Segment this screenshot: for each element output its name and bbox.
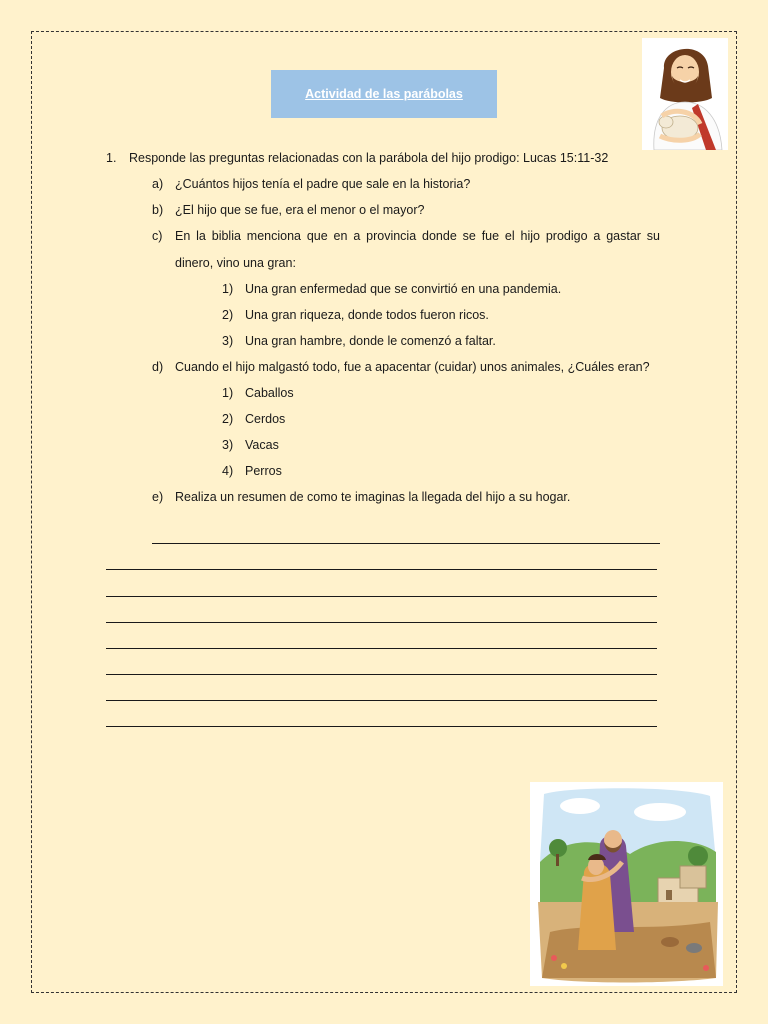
option-c1-marker: 1): [222, 282, 234, 296]
option-c2-text: Una gran riqueza, donde todos fueron ricos.: [245, 308, 489, 322]
item-b-text: ¿El hijo que se fue, era el menor o el mayor?: [175, 203, 425, 217]
option-d3-text: Vacas: [245, 438, 279, 452]
item-a-text: ¿Cuántos hijos tenía el padre que sale en la historia?: [175, 177, 471, 191]
answer-line[interactable]: [106, 726, 657, 727]
title-banner: [271, 70, 497, 118]
item-c-text-line1: En la biblia menciona que en a provincia donde se fue el hijo prodigo a gastar su: [175, 229, 660, 243]
answer-line[interactable]: [106, 622, 657, 623]
option-d4-marker: 4): [222, 464, 234, 478]
option-c3-marker: 3): [222, 334, 234, 348]
page-title: Actividad de las parábolas: [305, 87, 463, 101]
answer-line[interactable]: [106, 596, 657, 597]
item-e-marker: e): [152, 490, 164, 504]
answer-line[interactable]: [106, 569, 657, 570]
option-d1-marker: 1): [222, 386, 234, 400]
item-e-text: Realiza un resumen de como te imaginas la llegada del hijo a su hogar.: [175, 490, 571, 504]
jesus-holding-lamb-illustration: [642, 38, 728, 150]
item-d-marker: d): [152, 360, 164, 374]
option-d2-marker: 2): [222, 412, 234, 426]
item-c-marker: c): [152, 229, 163, 243]
item-a-marker: a): [152, 177, 164, 191]
item-c-text-line2: dinero, vino una gran:: [175, 256, 296, 270]
father-embracing-son-illustration: [530, 782, 723, 986]
answer-line[interactable]: [106, 674, 657, 675]
answer-line[interactable]: [106, 648, 657, 649]
option-d4-text: Perros: [245, 464, 282, 478]
option-c3-text: Una gran hambre, donde le comenzó a faltar.: [245, 334, 496, 348]
option-c2-marker: 2): [222, 308, 234, 322]
item-b-marker: b): [152, 203, 164, 217]
option-d2-text: Cerdos: [245, 412, 286, 426]
question-number: 1.: [106, 151, 117, 165]
item-d-text: Cuando el hijo malgastó todo, fue a apacentar (cuidar) unos animales, ¿Cuáles eran?: [175, 360, 650, 374]
answer-line[interactable]: [152, 543, 660, 544]
answer-line[interactable]: [106, 700, 657, 701]
option-c1-text: Una gran enfermedad que se convirtió en una pandemia.: [245, 282, 562, 296]
option-d1-text: Caballos: [245, 386, 294, 400]
question-text: Responde las preguntas relacionadas con la parábola del hijo prodigo: Lucas 15:11-32: [129, 151, 609, 165]
option-d3-marker: 3): [222, 438, 234, 452]
